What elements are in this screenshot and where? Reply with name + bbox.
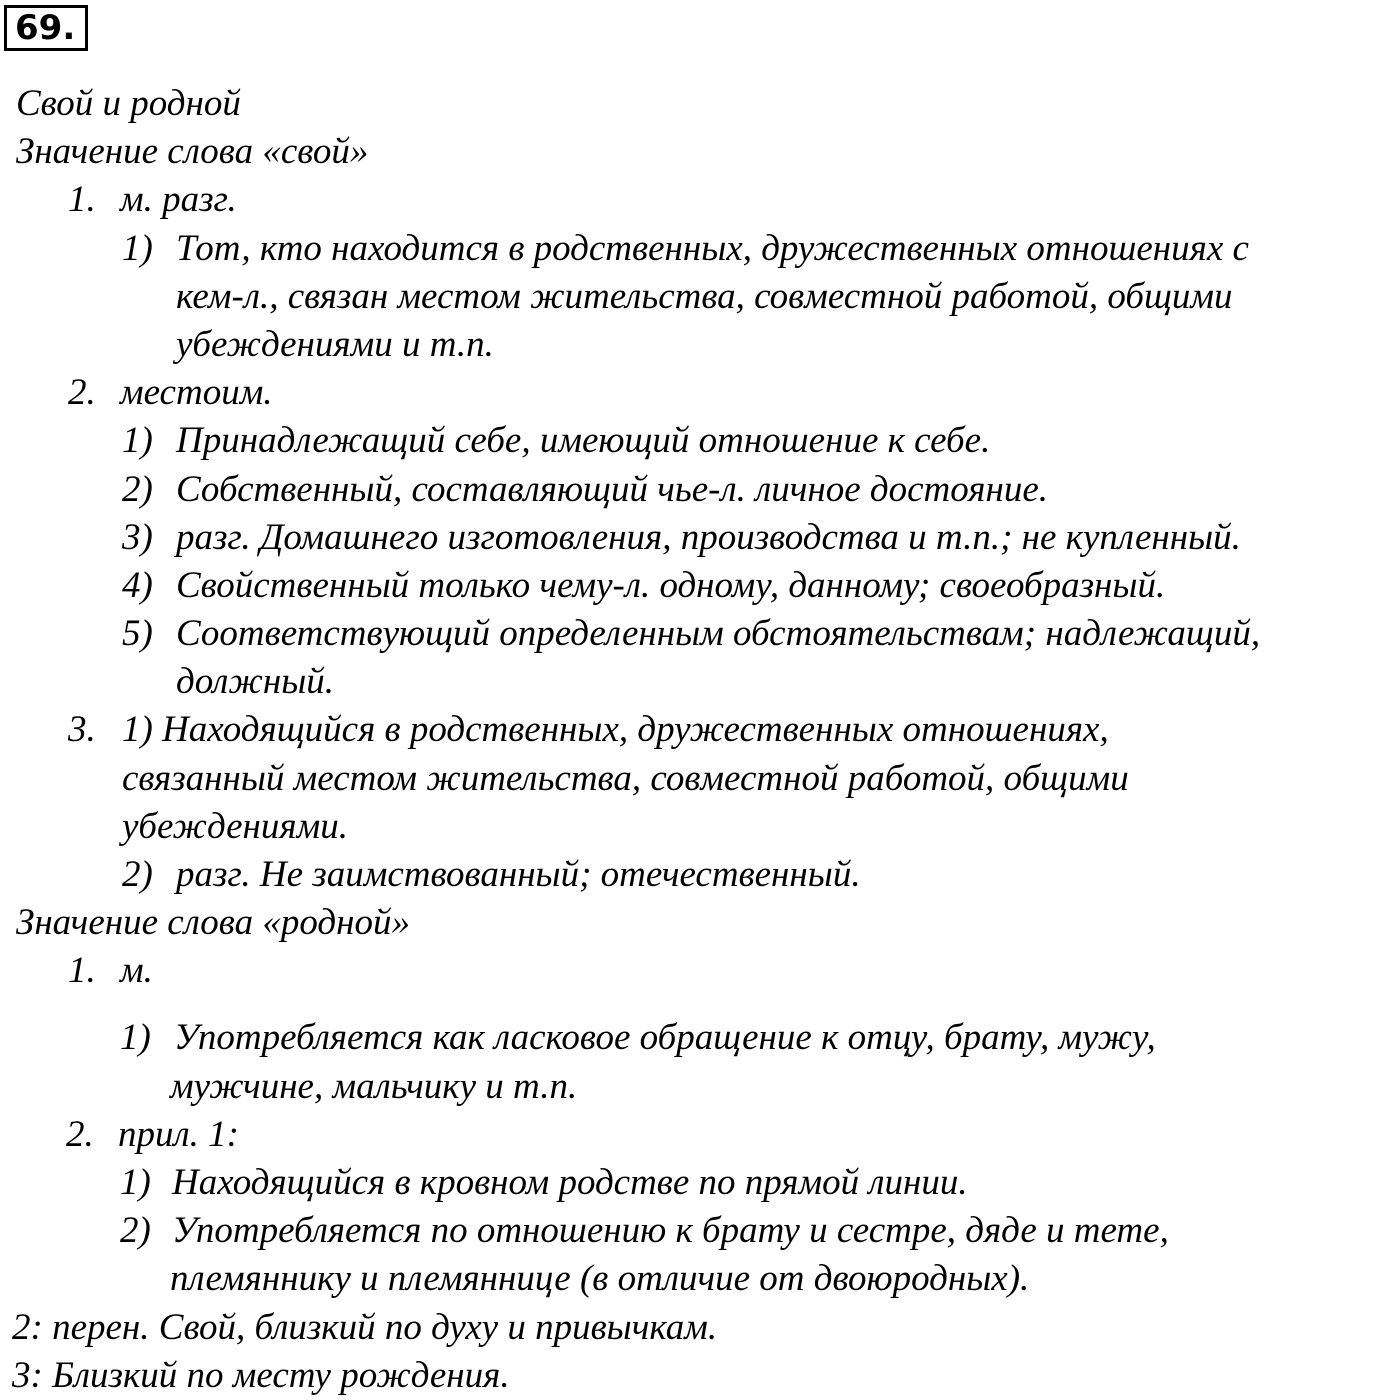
list-item: 2) разг. Не заимствованный; отечественный. [122, 854, 861, 895]
list-item-continuation: мужчине, мальчику и т.п. [170, 1065, 578, 1107]
document-title: Свой и родной [16, 83, 241, 124]
list-item-continuation: племяннику и племяннице (в отличие от двоюродных). [170, 1258, 1030, 1300]
list-item-continuation: связанный местом жительства, совместной работой, общими [122, 757, 1129, 799]
list-item-continuation: убеждениями и т.п. [176, 323, 494, 365]
list-item: 2: перен. Свой, близкий по духу и привычкам. [12, 1306, 718, 1348]
section-heading-svoy: Значение слова «свой» [16, 131, 369, 173]
list-item: 2) Собственный, составляющий чье-л. личное достояние. [122, 468, 1048, 510]
list-item: 1) Тот, кто находится в родственных, дружественных отношениях с [122, 227, 1249, 269]
list-item: 3) разг. Домашнего изготовления, производства и т.п.; не купленный. [122, 516, 1241, 558]
list-item: 1. м. разг. [68, 179, 237, 221]
list-item: 1. м. [68, 950, 153, 992]
list-item: 3: Близкий по месту рождения. [12, 1354, 510, 1396]
list-item-continuation: кем-л., связан местом жительства, совместной работой, общими [176, 275, 1233, 317]
list-item: 2. местоим. [68, 372, 273, 414]
list-item: 2. прил. 1: [66, 1113, 239, 1155]
list-item: 1) Находящийся в кровном родстве по прямой линии. [120, 1161, 968, 1203]
section-heading-rodnoy: Значение слова «родной» [16, 902, 410, 944]
list-item: 5) Соответствующий определенным обстоятельствам; надлежащий, [122, 613, 1261, 655]
list-item: 3. 1) Находящийся в родственных, дружественных отношениях, [68, 709, 1109, 751]
list-item: 2) Употребляется по отношению к брату и сестре, дяде и тете, [120, 1210, 1169, 1252]
task-number: 69. [4, 5, 88, 51]
document-body [0, 80, 1400, 1400]
list-item: 1) Принадлежащий себе, имеющий отношение к себе. [122, 420, 991, 462]
list-item-continuation: должный. [176, 661, 335, 703]
list-item: 1) Употребляется как ласковое обращение к отцу, брату, мужу, [120, 1017, 1156, 1059]
list-item: 4) Свойственный только чему-л. одному, данному; своеобразный. [122, 564, 1166, 606]
list-item-continuation: убеждениями. [122, 805, 348, 847]
